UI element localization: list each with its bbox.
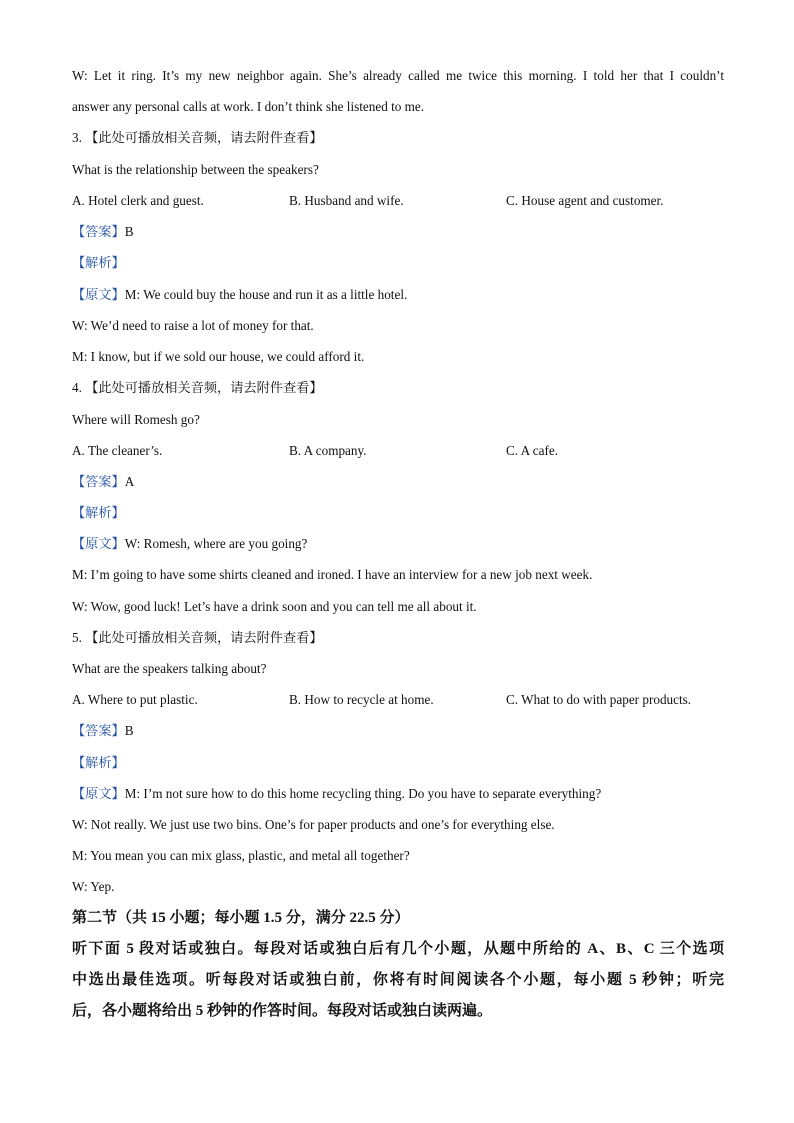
q4-transcript-text: W: Romesh, where are you going?: [124, 536, 308, 551]
q5-number: 5.: [72, 630, 82, 645]
q4-transcript-line: W: Wow, good luck! Let’s have a drink soon and you can tell me all about it.: [72, 599, 477, 614]
q3-option-a: A. Hotel clerk and guest.: [72, 193, 204, 208]
q4-audio-placeholder: 【此处可播放相关音频，请去附件查看】: [85, 380, 323, 395]
q5-option-a: A. Where to put plastic.: [72, 692, 198, 707]
q3-question: What is the relationship between the speakers?: [72, 162, 319, 177]
q5-audio-note: [72, 629, 724, 647]
section2-instruction-line: 后，各小题将给出 5 秒钟的作答时间。每段对话或独白读两遍。: [72, 1003, 493, 1019]
q5-question: What are the speakers talking about?: [72, 661, 267, 676]
q5-answer-value: B: [124, 723, 134, 738]
q5-option-b: B. How to recycle at home.: [289, 692, 434, 707]
q5-audio-placeholder: 【此处可播放相关音频，请去附件查看】: [85, 630, 323, 645]
q3-answer-value: B: [124, 224, 134, 239]
section2-instruction-line: 听下面 5 段对话或独白。每段对话或独白后有几个小题，从题中所给的 A、B、C 三个选项: [72, 941, 724, 957]
q3-transcript-text: M: We could buy the house and run it as a little hotel.: [124, 287, 408, 302]
dialogue-line: answer any personal calls at work. I don’t think she listened to me.: [72, 99, 425, 114]
dialogue-line: W: Let it ring. It’s my new neighbor again. She’s already called me twice this morning. I told her that I couldn’t: [72, 68, 724, 83]
q5-transcript-line: [72, 785, 724, 803]
q5-transcript-text: M: I’m not sure how to do this home recycling thing. Do you have to separate everything?: [124, 786, 602, 801]
q5-answer: [72, 722, 724, 740]
q4-original-tag: 【原文】: [72, 536, 125, 551]
q4-option-b: B. A company.: [289, 443, 367, 458]
q5-answer-tag: 【答案】: [72, 723, 125, 738]
q4-answer-tag: 【答案】: [72, 474, 125, 489]
q3-option-c: C. House agent and customer.: [506, 193, 664, 208]
q4-option-c: C. A cafe.: [506, 443, 559, 458]
q5-analysis-tag: 【解析】: [72, 755, 125, 770]
q4-answer: [72, 473, 724, 491]
q3-audio-placeholder: 【此处可播放相关音频，请去附件查看】: [85, 130, 323, 145]
q4-transcript-line: M: I’m going to have some shirts cleaned and ironed. I have an interview for a new job next week.: [72, 567, 593, 582]
q3-analysis-tag: 【解析】: [72, 255, 125, 270]
q4-option-a: A. The cleaner’s.: [72, 443, 163, 458]
q4-answer-value: A: [124, 474, 135, 489]
q3-original-tag: 【原文】: [72, 287, 125, 302]
q3-answer: [72, 223, 724, 241]
section2-instruction-line: 中选出最佳选项。听每段对话或独白前，你将有时间阅读各个小题，每小题 5 秒钟；听完: [72, 972, 724, 988]
q4-analysis-tag: 【解析】: [72, 505, 125, 520]
q3-transcript-line: [72, 286, 724, 304]
q3-analysis: [72, 254, 724, 272]
q3-transcript-line: M: I know, but if we sold our house, we could afford it.: [72, 349, 365, 364]
q5-transcript-line: W: Yep.: [72, 879, 115, 894]
q4-question: Where will Romesh go?: [72, 412, 200, 427]
q4-transcript-line: [72, 535, 724, 553]
q5-transcript-line: M: You mean you can mix glass, plastic, and metal all together?: [72, 848, 410, 863]
q5-original-tag: 【原文】: [72, 786, 125, 801]
q3-option-b: B. Husband and wife.: [289, 193, 404, 208]
q3-number: 3.: [72, 130, 82, 145]
section2-heading: 第二节（共 15 小题；每小题 1.5 分，满分 22.5 分）: [72, 910, 410, 926]
q3-transcript-line: W: We’d need to raise a lot of money for that.: [72, 318, 314, 333]
q5-analysis: [72, 754, 724, 772]
q4-analysis: [72, 504, 724, 522]
q3-audio-note: [72, 129, 724, 147]
q4-audio-note: [72, 379, 724, 397]
q3-answer-tag: 【答案】: [72, 224, 125, 239]
q4-number: 4.: [72, 380, 82, 395]
q5-option-c: C. What to do with paper products.: [506, 692, 692, 707]
q5-transcript-line: W: Not really. We just use two bins. One’s for paper products and one’s for everything else.: [72, 817, 555, 832]
